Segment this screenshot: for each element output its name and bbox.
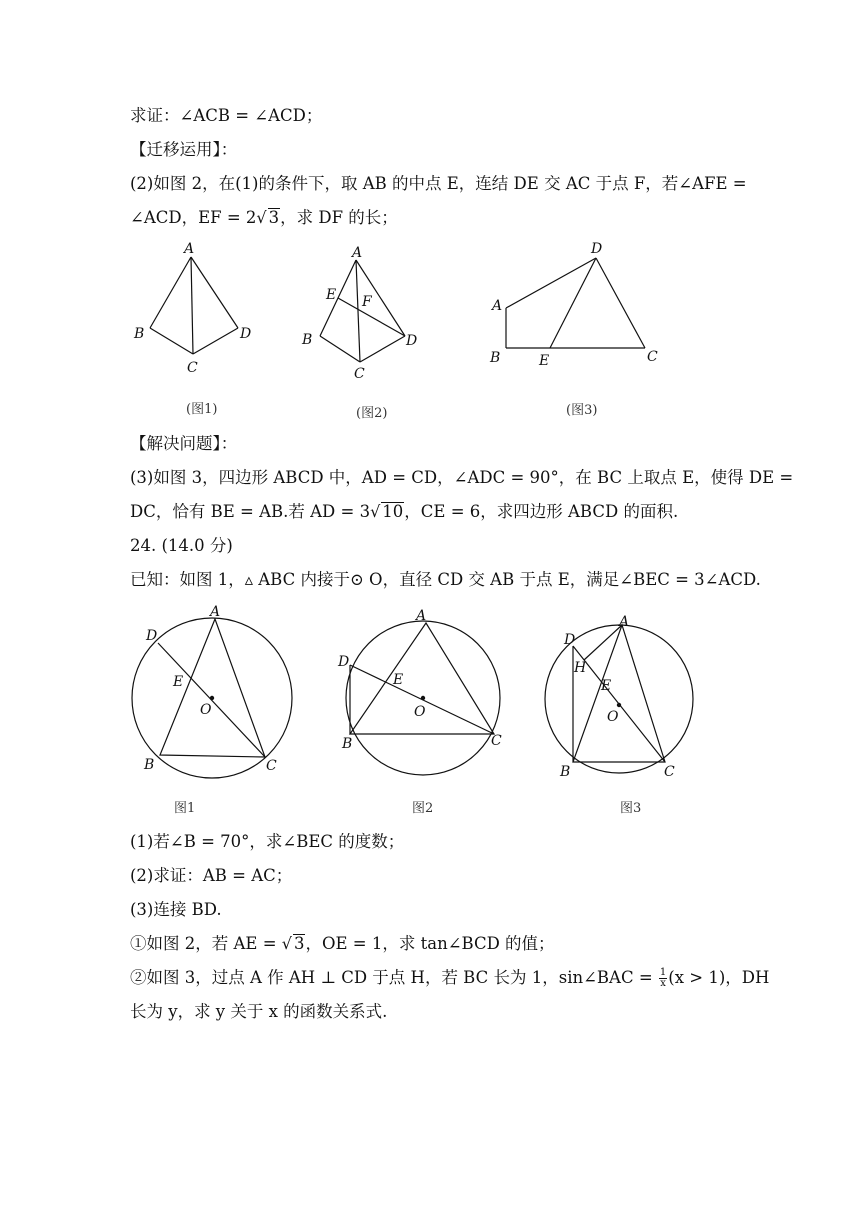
question-3-line1 (130, 466, 794, 490)
label-E: E (173, 674, 184, 690)
circle-figure-2 (337, 608, 502, 816)
label-D: D (240, 326, 252, 342)
label-E: E (326, 287, 337, 303)
seg-DC (193, 328, 238, 354)
figures-top (130, 240, 730, 430)
subq-3-1-pre: ①如图 2，若 AE = (130, 934, 282, 953)
triangle-ABC (573, 625, 665, 762)
seg-DC (596, 258, 645, 348)
label-C: C (664, 764, 675, 780)
subq-3-2-pre: ②如图 3，过点 A 作 AH ⊥ CD 于点 H，若 BC 长为 1，sin∠BAC = (130, 968, 658, 987)
center-dot (617, 703, 621, 707)
subq-3-1-post: ，OE = 1，求 tan∠BCD 的值； (305, 934, 555, 953)
label-D: D (338, 654, 350, 670)
figure-3-quadrilateral (489, 241, 658, 418)
q2-text-post: ，求 DF 的长； (280, 208, 398, 227)
label-D: D (146, 628, 158, 644)
label-C: C (491, 733, 502, 749)
label-O: O (414, 704, 426, 720)
line-proof: 求证：∠ACB = ∠ACD； (130, 106, 323, 125)
label-O: O (200, 702, 212, 718)
seg-AD (506, 258, 596, 308)
label-F: F (362, 294, 372, 310)
question-24-header: 24. (14.0 分) (130, 536, 233, 555)
subq-3: (3)连接 BD. (130, 900, 222, 919)
label-A: A (352, 245, 363, 261)
label-C: C (187, 360, 198, 376)
q3-text-pre: DC，恰有 BE = AB.若 AD = 3 (130, 502, 371, 521)
label-B: B (560, 764, 571, 780)
subq-3-2-post: (x > 1)，DH (668, 968, 770, 987)
label-B: B (134, 326, 145, 342)
label-A: A (619, 614, 630, 630)
question-2-line1 (130, 172, 747, 196)
caption-fig1: (图1) (186, 402, 218, 417)
figure-1-kite (133, 241, 251, 417)
label-O: O (607, 709, 619, 725)
figure-2-kite (301, 245, 417, 421)
seg-BC (320, 336, 360, 362)
seg-DC (360, 336, 405, 362)
sqrt-radicand: 3 (293, 934, 305, 953)
question-3-line2: DC，恰有 BE = AB.若 AD = 3√ 10，CE = 6，求四边形 ABCD 的面积. (130, 502, 679, 521)
center-dot (210, 696, 214, 700)
circle-figure-1 (132, 604, 292, 816)
label-A: A (492, 298, 503, 314)
seg-AB (150, 257, 191, 328)
q2-text-pre: ∠ACD，EF = 2 (130, 208, 257, 227)
caption-circle-fig2: 图2 (412, 801, 434, 816)
caption-circle-fig3: 图3 (620, 801, 642, 816)
label-B: B (144, 757, 155, 773)
label-A: A (184, 241, 195, 257)
label-B: B (490, 350, 501, 366)
label-D: D (591, 241, 603, 257)
label-D: D (406, 333, 418, 349)
label-C: C (647, 349, 658, 365)
label-A: A (210, 604, 221, 620)
seg-DE (550, 258, 596, 348)
seg-AC (191, 257, 193, 354)
subq-3-2-cont: 长为 y，求 y 关于 x 的函数关系式. (130, 1002, 388, 1021)
section-solve: 【解决问题】： (130, 434, 238, 453)
subq-3-2 (130, 966, 769, 990)
caption-fig3: (图3) (566, 403, 598, 418)
fraction (659, 968, 667, 989)
question-24-given: 已知：如图 1，▵ ABC 内接于⊙ O，直径 CD 交 AB 于点 E，满足∠BEC = 3∠ACD. (130, 570, 761, 589)
q3-text: (3)如图 3，四边形 ABCD 中，AD = CD，∠ADC = 90°，在 BC 上取点 E，使得 DE = (130, 468, 794, 487)
question-2-line2: ∠ACD，EF = 2√ 3，求 DF 的长； (130, 208, 398, 227)
label-E: E (539, 353, 550, 369)
sqrt-radicand: 3 (268, 208, 280, 227)
seg-BC (150, 328, 193, 354)
caption-circle-fig1: 图1 (174, 801, 196, 816)
figures-circle (130, 600, 730, 820)
center-dot (421, 696, 425, 700)
subq-2: (2)求证：AB = AC； (130, 866, 293, 885)
label-C: C (354, 366, 365, 382)
subq-3-1: ①如图 2，若 AE = √ 3，OE = 1，求 tan∠BCD 的值； (130, 934, 555, 953)
label-C: C (266, 758, 277, 774)
fraction-denominator: x (660, 978, 666, 989)
fraction-numerator: 1 (659, 967, 667, 978)
seg-AD (191, 257, 238, 328)
seg-AC (356, 260, 360, 362)
label-B: B (342, 736, 353, 752)
label-B: B (302, 332, 313, 348)
section-transfer: 【迁移运用】： (130, 140, 238, 159)
label-A: A (416, 608, 427, 624)
caption-fig2: (图2) (356, 406, 388, 421)
label-E: E (601, 678, 612, 694)
q2-text: (2)如图 2，在(1)的条件下，取 AB 的中点 E，连结 DE 交 AC 于点 F，若∠AFE = (130, 174, 747, 193)
label-E: E (393, 672, 404, 688)
label-D: D (564, 632, 576, 648)
label-H: H (574, 660, 587, 676)
q3-text-post: ，CE = 6，求四边形 ABCD 的面积. (404, 502, 679, 521)
sqrt-radicand: 10 (382, 502, 404, 521)
circle-figure-3 (545, 614, 693, 816)
subq-1: (1)若∠B = 70°，求∠BEC 的度数； (130, 832, 405, 851)
